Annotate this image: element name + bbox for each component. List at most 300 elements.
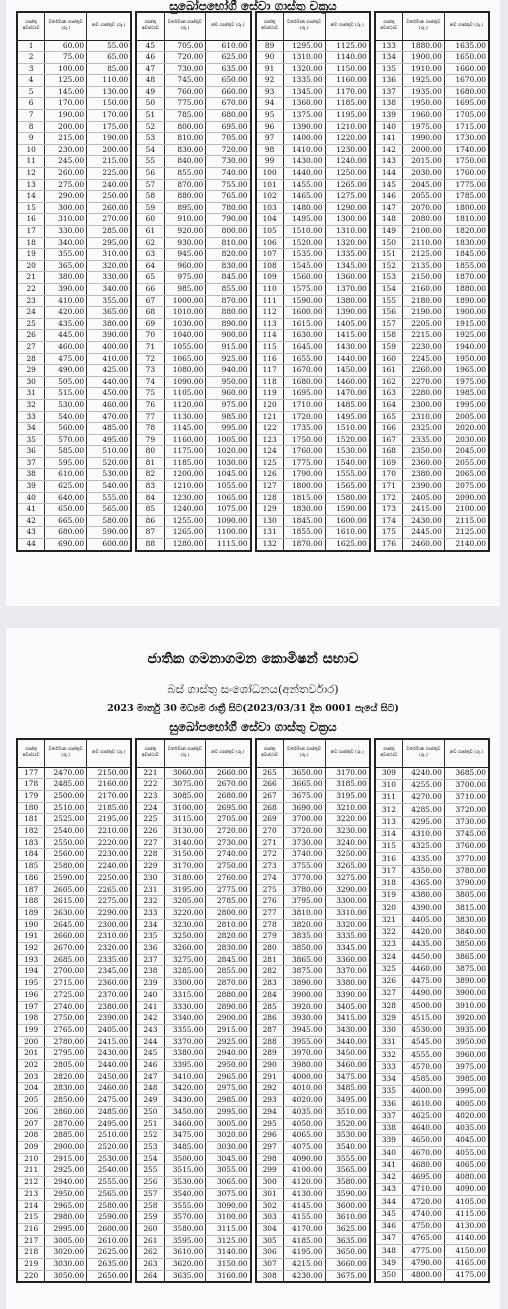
current-fare-cell: 4350.00: [403, 865, 445, 877]
table-row: [136, 861, 250, 873]
current-fare-cell: 3060.00: [164, 767, 206, 779]
table-row: [375, 365, 489, 377]
table-row: [375, 260, 489, 272]
fare-stage-cell: 151: [375, 249, 403, 261]
table-row: [375, 52, 489, 64]
fare-stage-cell: 23: [17, 295, 45, 307]
fare-stage-cell: 164: [375, 399, 403, 411]
current-fare-cell: 3230.00: [164, 919, 206, 931]
table-row: [17, 283, 131, 295]
table-row: [17, 492, 131, 504]
table-row: [256, 919, 370, 931]
fare-stage-cell: 231: [136, 884, 164, 896]
fare-stage-cell: 4: [17, 75, 45, 87]
new-fare-cell: 1730.00: [444, 133, 489, 145]
current-fare-cell: 3795.00: [283, 896, 325, 908]
current-fare-cell: 1160.00: [164, 434, 206, 446]
current-fare-cell: 3850.00: [283, 943, 325, 955]
fare-stage-cell: 345: [375, 1208, 403, 1220]
header-current-fare: වර්තමාන ගාස්තුව (රු.): [45, 12, 87, 40]
fare-table-block: [135, 738, 251, 1283]
current-fare-cell: 1695.00: [283, 388, 325, 400]
new-fare-cell: 780.00: [206, 202, 251, 214]
new-fare-cell: 2140.00: [444, 539, 489, 551]
new-fare-cell: 3485.00: [325, 1083, 370, 1095]
new-fare-cell: 3840.00: [444, 926, 489, 938]
current-fare-cell: 1360.00: [283, 98, 325, 110]
current-fare-cell: 4625.00: [403, 1110, 445, 1122]
table-row: [256, 1200, 370, 1212]
table-row: [256, 1270, 370, 1282]
current-fare-cell: 3665.00: [283, 779, 325, 791]
current-fare-cell: 3610.00: [164, 1247, 206, 1259]
table-row: [256, 260, 370, 272]
current-fare-cell: 4390.00: [403, 902, 445, 914]
current-fare-cell: 1480.00: [283, 202, 325, 214]
new-fare-cell: 3555.00: [325, 1153, 370, 1165]
current-fare-cell: 3180.00: [164, 872, 206, 884]
new-fare-cell: 3495.00: [325, 1095, 370, 1107]
new-fare-cell: 2540.00: [87, 1165, 132, 1177]
table-row: [136, 1212, 250, 1224]
new-fare-cell: 2845.00: [206, 954, 251, 966]
table-row: [375, 191, 489, 203]
current-fare-cell: 720.00: [164, 52, 206, 64]
current-fare-cell: 1535.00: [283, 249, 325, 261]
fare-table-block: [135, 11, 251, 552]
current-fare-cell: 2070.00: [403, 202, 445, 214]
table-row: [17, 1212, 131, 1224]
current-fare-cell: 895.00: [164, 202, 206, 214]
current-fare-cell: 1200.00: [164, 469, 206, 481]
fare-stage-cell: 167: [375, 434, 403, 446]
table-row: [17, 504, 131, 516]
table-row: [375, 988, 489, 1000]
new-fare-cell: 2390.00: [87, 1013, 132, 1025]
current-fare-cell: 2725.00: [45, 989, 87, 1001]
current-fare-cell: 945.00: [164, 249, 206, 261]
table-row: [17, 341, 131, 353]
fare-stage-cell: 148: [375, 214, 403, 226]
new-fare-cell: 855.00: [206, 283, 251, 295]
fare-stage-cell: 30: [17, 376, 45, 388]
table-row: [136, 168, 250, 180]
table-row: [256, 376, 370, 388]
fare-stage-cell: 102: [256, 191, 284, 203]
fare-stage-cell: 284: [256, 989, 284, 1001]
table-row: [256, 1048, 370, 1060]
table-row: [256, 388, 370, 400]
fare-stage-cell: 232: [136, 896, 164, 908]
new-fare-cell: 3805.00: [444, 890, 489, 902]
fare-stage-cell: 257: [136, 1188, 164, 1200]
table-row: [136, 376, 250, 388]
fare-stage-cell: 168: [375, 446, 403, 458]
fare-stage-cell: 236: [136, 943, 164, 955]
new-fare-cell: 1760.00: [444, 168, 489, 180]
current-fare-cell: 380.00: [45, 272, 87, 284]
fare-stage-cell: 7: [17, 110, 45, 122]
table-row: [375, 767, 489, 779]
table-row: [375, 237, 489, 249]
fare-stage-cell: 321: [375, 914, 403, 926]
table-row: [375, 457, 489, 469]
table-row: [256, 966, 370, 978]
current-fare-cell: 3140.00: [164, 837, 206, 849]
current-fare-cell: 2485.00: [45, 779, 87, 791]
current-fare-cell: 785.00: [164, 110, 206, 122]
table-row: [375, 779, 489, 791]
new-fare-cell: 1045.00: [206, 469, 251, 481]
current-fare-cell: 1400.00: [283, 133, 325, 145]
table-row: [136, 179, 250, 191]
fare-stage-cell: 226: [136, 826, 164, 838]
current-fare-cell: 540.00: [45, 411, 87, 423]
fare-stage-cell: 28: [17, 353, 45, 365]
new-fare-cell: 1240.00: [325, 156, 370, 168]
table-row: [17, 907, 131, 919]
header-fare-stage: ගාස්තු අවස්ථාව: [136, 739, 164, 767]
table-row: [375, 411, 489, 423]
new-fare-cell: 530.00: [87, 469, 132, 481]
new-fare-cell: 3380.00: [325, 978, 370, 990]
table-row: [256, 365, 370, 377]
table-row: [375, 1208, 489, 1220]
current-fare-cell: 680.00: [45, 527, 87, 539]
fare-stage-cell: 147: [375, 202, 403, 214]
current-fare-cell: 4285.00: [403, 804, 445, 816]
table-row: [136, 434, 250, 446]
new-fare-cell: 1030.00: [206, 457, 251, 469]
current-fare-cell: 2950.00: [45, 1188, 87, 1200]
new-fare-cell: 1940.00: [444, 341, 489, 353]
current-fare-cell: 2230.00: [403, 341, 445, 353]
table-row: [136, 341, 250, 353]
table-row: [136, 1259, 250, 1271]
table-row: [17, 1024, 131, 1036]
new-fare-cell: 1115.00: [206, 539, 251, 551]
current-fare-cell: 1185.00: [164, 457, 206, 469]
fare-stage-cell: 83: [136, 481, 164, 493]
current-fare-cell: 2215.00: [403, 330, 445, 342]
fare-stage-cell: 91: [256, 63, 284, 75]
current-fare-cell: 2160.00: [403, 283, 445, 295]
table-row: [256, 191, 370, 203]
current-fare-cell: 1345.00: [283, 86, 325, 98]
new-fare-cell: 3440.00: [325, 1036, 370, 1048]
fare-stage-cell: 230: [136, 872, 164, 884]
new-fare-cell: 3745.00: [444, 828, 489, 840]
new-fare-cell: 1650.00: [444, 52, 489, 64]
current-fare-cell: 2470.00: [45, 767, 87, 779]
table-row: [375, 539, 489, 551]
fare-stage-cell: 233: [136, 907, 164, 919]
fare-stage-cell: 24: [17, 307, 45, 319]
table-row: [375, 963, 489, 975]
table-row: [256, 837, 370, 849]
table-row: [375, 98, 489, 110]
current-fare-cell: 3500.00: [164, 1153, 206, 1165]
new-fare-cell: 3345.00: [325, 943, 370, 955]
current-fare-cell: 3690.00: [283, 802, 325, 814]
fare-stage-cell: 139: [375, 110, 403, 122]
current-fare-cell: 4145.00: [283, 1200, 325, 1212]
fare-stage-cell: 235: [136, 931, 164, 943]
table-row: [256, 1071, 370, 1083]
table-row: [136, 1142, 250, 1154]
table-row: [136, 1106, 250, 1118]
table-row: [136, 249, 250, 261]
fare-stage-cell: 217: [17, 1235, 45, 1247]
table-row: [375, 951, 489, 963]
fare-stage-cell: 224: [136, 802, 164, 814]
fare-stage-cell: 174: [375, 515, 403, 527]
table-row: [256, 353, 370, 365]
new-fare-cell: 2250.00: [87, 872, 132, 884]
table-row: [17, 481, 131, 493]
current-fare-cell: 125.00: [45, 75, 87, 87]
fare-stage-cell: 161: [375, 365, 403, 377]
new-fare-cell: 1845.00: [444, 249, 489, 261]
fare-stage-cell: 214: [17, 1200, 45, 1212]
current-fare-cell: 3820.00: [283, 919, 325, 931]
table-header-row: [17, 739, 131, 767]
fare-stage-cell: 200: [17, 1036, 45, 1048]
fare-stage-cell: 336: [375, 1098, 403, 1110]
current-fare-cell: 2350.00: [403, 446, 445, 458]
table-row: [256, 515, 370, 527]
new-fare-cell: 440.00: [87, 376, 132, 388]
current-fare-cell: 3675.00: [283, 790, 325, 802]
table-row: [256, 144, 370, 156]
current-fare-cell: 365.00: [45, 260, 87, 272]
table-row: [375, 939, 489, 951]
fare-stage-cell: 299: [256, 1165, 284, 1177]
current-fare-cell: 1000.00: [164, 295, 206, 307]
table-row: [136, 872, 250, 884]
table-row: [17, 399, 131, 411]
current-fare-cell: 3955.00: [283, 1036, 325, 1048]
fare-stage-cell: 269: [256, 814, 284, 826]
current-fare-cell: 4640.00: [403, 1122, 445, 1134]
current-fare-cell: 4020.00: [283, 1095, 325, 1107]
fare-stage-cell: 93: [256, 86, 284, 98]
current-fare-cell: 3100.00: [164, 802, 206, 814]
new-fare-cell: 1540.00: [325, 457, 370, 469]
table-row: [17, 86, 131, 98]
new-fare-cell: 1075.00: [206, 504, 251, 516]
sheet2-title: සුඛෝපභෝගී සේවා ගාස්තු චක්‍රය: [169, 720, 337, 734]
fare-stage-cell: 3: [17, 63, 45, 75]
current-fare-cell: 2965.00: [45, 1200, 87, 1212]
fare-table-2: [16, 738, 490, 1283]
table-row: [136, 365, 250, 377]
fare-stage-cell: 157: [375, 318, 403, 330]
current-fare-cell: 810.00: [164, 133, 206, 145]
current-fare-cell: 1265.00: [164, 527, 206, 539]
fare-stage-cell: 341: [375, 1159, 403, 1171]
fare-stage-cell: 244: [136, 1036, 164, 1048]
new-fare-cell: 1360.00: [325, 272, 370, 284]
table-row: [256, 318, 370, 330]
current-fare-cell: 2380.00: [403, 469, 445, 481]
table-row: [375, 1086, 489, 1098]
fare-stage-cell: 241: [136, 1001, 164, 1013]
current-fare-cell: 3755.00: [283, 861, 325, 873]
current-fare-cell: 1830.00: [283, 504, 325, 516]
table-row: [17, 861, 131, 873]
fare-stage-cell: 77: [136, 411, 164, 423]
table-row: [256, 168, 370, 180]
new-fare-cell: 3700.00: [444, 779, 489, 791]
current-fare-cell: 2110.00: [403, 237, 445, 249]
fare-stage-cell: 301: [256, 1188, 284, 1200]
new-fare-cell: 1170.00: [325, 86, 370, 98]
current-fare-cell: 4050.00: [283, 1118, 325, 1130]
current-fare-cell: 2820.00: [45, 1071, 87, 1083]
current-fare-cell: 4380.00: [403, 890, 445, 902]
table-row: [17, 1013, 131, 1025]
current-fare-cell: 2900.00: [45, 1142, 87, 1154]
current-fare-cell: 2100.00: [403, 226, 445, 238]
table-row: [256, 121, 370, 133]
current-fare-cell: 1210.00: [164, 481, 206, 493]
new-fare-cell: 3065.00: [206, 1177, 251, 1189]
table-row: [136, 481, 250, 493]
new-fare-cell: 2775.00: [206, 884, 251, 896]
fare-stage-cell: 122: [256, 423, 284, 435]
fare-stage-cell: 298: [256, 1153, 284, 1165]
fare-stage-cell: 104: [256, 214, 284, 226]
fare-stage-cell: 119: [256, 388, 284, 400]
new-fare-cell: 4080.00: [444, 1171, 489, 1183]
new-fare-cell: 2530.00: [87, 1153, 132, 1165]
table-row: [17, 1048, 131, 1060]
table-row: [17, 75, 131, 87]
current-fare-cell: 4335.00: [403, 853, 445, 865]
header-new-fare: නව ගාස්තුව (රු.): [325, 12, 370, 40]
table-row: [256, 86, 370, 98]
fare-stage-cell: 246: [136, 1060, 164, 1072]
current-fare-cell: 215.00: [45, 133, 87, 145]
current-fare-cell: 4240.00: [403, 767, 445, 779]
table-row: [136, 1153, 250, 1165]
table-row: [17, 376, 131, 388]
fare-stage-cell: 317: [375, 865, 403, 877]
fare-stage-cell: 85: [136, 504, 164, 516]
fare-stage-cell: 79: [136, 434, 164, 446]
fare-stage-cell: 279: [256, 931, 284, 943]
current-fare-cell: 355.00: [45, 249, 87, 261]
fare-stage-cell: 66: [136, 283, 164, 295]
new-fare-cell: 1565.00: [325, 481, 370, 493]
fare-stage-cell: 75: [136, 388, 164, 400]
new-fare-cell: 3370.00: [325, 966, 370, 978]
table-row: [17, 954, 131, 966]
table-row: [256, 790, 370, 802]
table-row: [136, 1177, 250, 1189]
current-fare-cell: 2510.00: [45, 802, 87, 814]
table-row: [256, 884, 370, 896]
fare-stage-cell: 131: [256, 527, 284, 539]
fare-stage-cell: 206: [17, 1106, 45, 1118]
new-fare-cell: 3770.00: [444, 853, 489, 865]
fare-stage-cell: 251: [136, 1118, 164, 1130]
fare-stage-cell: 2: [17, 52, 45, 64]
current-fare-cell: 975.00: [164, 272, 206, 284]
table-row: [136, 1188, 250, 1200]
table-row: [17, 144, 131, 156]
table-row: [375, 295, 489, 307]
current-fare-cell: 3810.00: [283, 907, 325, 919]
header-fare-stage: ගාස්තු අවස්ථාව: [17, 739, 45, 767]
fare-stage-cell: 128: [256, 492, 284, 504]
current-fare-cell: 1990.00: [403, 133, 445, 145]
new-fare-cell: 3920.00: [444, 1012, 489, 1024]
new-fare-cell: 3600.00: [325, 1200, 370, 1212]
current-fare-cell: 3580.00: [164, 1223, 206, 1235]
new-fare-cell: 635.00: [206, 63, 251, 75]
new-fare-cell: 3430.00: [325, 1024, 370, 1036]
current-fare-cell: 2940.00: [45, 1177, 87, 1189]
table-row: [256, 527, 370, 539]
fare-stage-cell: 324: [375, 951, 403, 963]
new-fare-cell: 2600.00: [87, 1223, 132, 1235]
new-fare-cell: 85.00: [87, 63, 132, 75]
new-fare-cell: 295.00: [87, 237, 132, 249]
fare-stage-cell: 56: [136, 168, 164, 180]
current-fare-cell: 420.00: [45, 307, 87, 319]
table-row: [136, 779, 250, 791]
current-fare-cell: 4555.00: [403, 1049, 445, 1061]
table-row: [256, 75, 370, 87]
fare-stage-cell: 205: [17, 1095, 45, 1107]
fare-stage-cell: 22: [17, 283, 45, 295]
fare-stage-cell: 21: [17, 272, 45, 284]
new-fare-cell: 240.00: [87, 179, 132, 191]
new-fare-cell: 1600.00: [325, 515, 370, 527]
new-fare-cell: 2880.00: [206, 989, 251, 1001]
new-fare-cell: 2625.00: [87, 1247, 132, 1259]
current-fare-cell: 1590.00: [283, 295, 325, 307]
table-row: [256, 1024, 370, 1036]
current-fare-cell: 960.00: [164, 260, 206, 272]
fare-stage-cell: 156: [375, 307, 403, 319]
current-fare-cell: 3370.00: [164, 1036, 206, 1048]
table-row: [256, 341, 370, 353]
fare-stage-cell: 238: [136, 966, 164, 978]
fare-stage-cell: 325: [375, 963, 403, 975]
fare-stage-cell: 272: [256, 849, 284, 861]
current-fare-cell: 585.00: [45, 446, 87, 458]
current-fare-cell: 2180.00: [403, 295, 445, 307]
current-fare-cell: 2830.00: [45, 1083, 87, 1095]
current-fare-cell: 2795.00: [45, 1048, 87, 1060]
fare-stage-cell: 51: [136, 110, 164, 122]
current-fare-cell: 310.00: [45, 214, 87, 226]
current-fare-cell: 2445.00: [403, 527, 445, 539]
table-row: [375, 446, 489, 458]
new-fare-cell: 1555.00: [325, 469, 370, 481]
fare-stage-cell: 29: [17, 365, 45, 377]
fare-stage-cell: 227: [136, 837, 164, 849]
current-fare-cell: 4720.00: [403, 1196, 445, 1208]
new-fare-cell: 2695.00: [206, 802, 251, 814]
table-row: [256, 1060, 370, 1072]
current-fare-cell: 4365.00: [403, 877, 445, 889]
new-fare-cell: 3520.00: [325, 1118, 370, 1130]
fare-table-block: [374, 11, 490, 552]
